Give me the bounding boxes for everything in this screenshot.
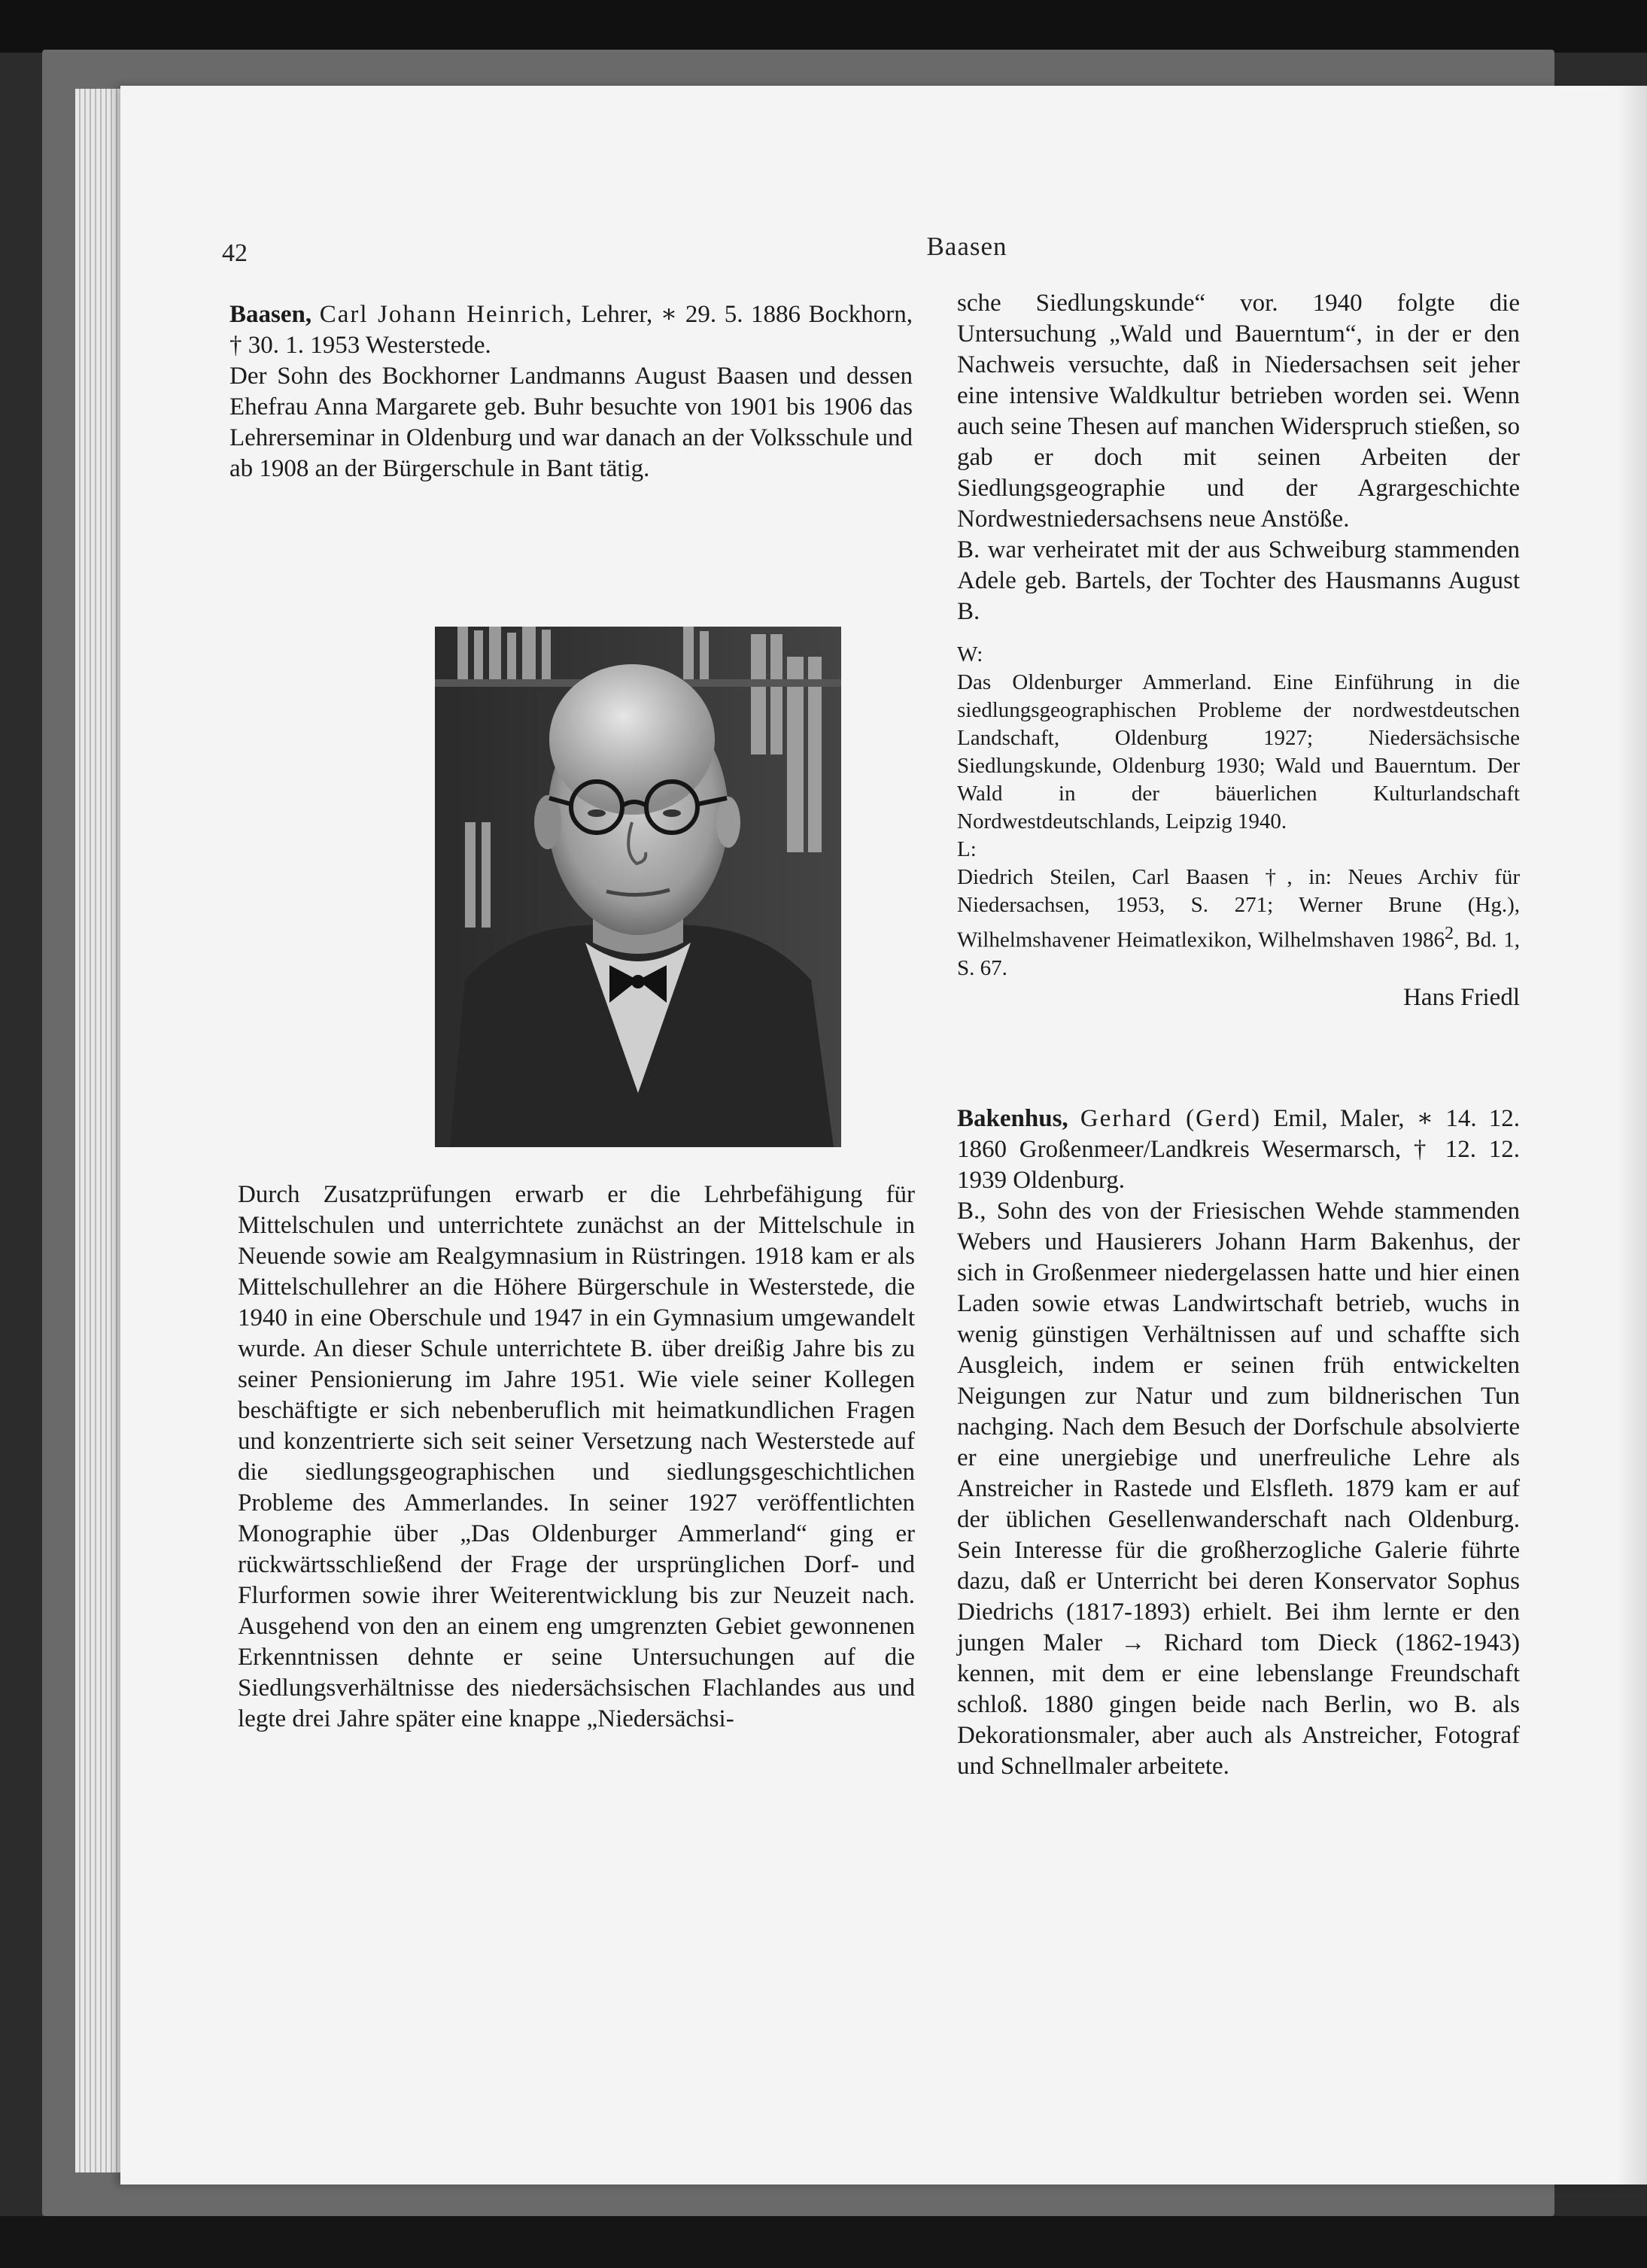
literature-list	[957, 864, 1520, 982]
entry-given-names: Carl Johann Heinrich,	[319, 301, 573, 328]
entry-name: Baasen,	[229, 301, 312, 328]
left-column-bottom	[238, 1180, 915, 1735]
scan-background-top	[0, 0, 1647, 53]
portrait-photo	[435, 627, 841, 1147]
entry-author: Hans Friedl	[1403, 983, 1520, 1011]
scan-background-bottom	[0, 2216, 1647, 2268]
entry-header-bakenhus	[957, 1104, 1520, 1196]
paragraph: sche Siedlungskunde“ vor. 1940 folgte die Untersuchung „Wald und Bauerntum“, in der er den Nachweis versuchte, daß in Niedersachsen seit jeher eine intensive Waldkultur betrieben worden sei. Wenn auch seine Thesen auf manchen Widerspruch stießen, so gab er doch mit seinen Arbeiten der Siedlungsgeographie und der Agrargeschichte Nordwestniedersachsens neue Anstöße.	[957, 290, 1520, 533]
portrait-illustration	[435, 627, 841, 1147]
literature-text: Diedrich Steilen, Carl Baasen †, in: Neues Archiv für Niedersachsen, 1953, S. 271; Werner Brune (Hg.), Wilhelmshavener Heimatlexikon, Wilhelmshaven 1986	[957, 865, 1520, 952]
spine-shadow	[1617, 86, 1647, 2185]
works-list: Das Oldenburger Ammerland. Eine Einführung in die siedlungsgeographischen Probleme der nordwestdeutschen Landschaft, Oldenburg 1927; Niedersächsische Siedlungskunde, Oldenburg 1930; Wald und Bauerntum. Der Wald in der bäuerlichen Kulturlandschaft Nordwestdeutschlands, Leipzig 1940.	[957, 670, 1520, 833]
works-label: W:	[957, 642, 983, 666]
entry-header-rest: Lehrer, ∗ 29. 5. 1886 Bockhorn, † 30. 1. 1953 Westerstede.	[229, 301, 913, 359]
entry-name: Bakenhus,	[957, 1104, 1068, 1132]
paragraph: Der Sohn des Bockhorner Landmanns August Baasen und dessen Ehefrau Anna Margarete geb. Buhr besuchte von 1901 bis 1906 das Lehrerseminar in Oldenburg und war danach an der Volksschule und ab 1908 an der Bürgerschule in Bant tätig.	[229, 363, 913, 482]
literature-text-end: , Bd. 1, S. 67.	[957, 928, 1521, 980]
running-head: Baasen	[926, 232, 1007, 261]
paragraph: Durch Zusatzprüfungen erwarb er die Lehrbefähigung für Mittelschulen und unterrichtete zunächst an der Mittelschule in Neuende sowie am Realgymnasium in Rüstringen. 1918 kam er als Mittelschullehrer an die Höhere Bürgerschule in Westerstede, die 1940 in eine Oberschule und 1947 in ein Gymnasium umgewandelt wurde. An dieser Schule unterrichtete B. über dreißig Jahre bis zu seiner Pensionierung im Jahre 1951. Wie viele seiner Kollegen beschäftigte er sich nebenberuflich mit heimatkundlichen Fragen und konzentrierte sich seit seiner Versetzung nach Westerstede auf die siedlungsgeographischen und siedlungsgeschichtlichen Probleme des Ammerlandes. In seiner 1927 veröffentlichten Monographie über „Das Oldenburger Ammerland“ ging er rückwärtsschließend der Frage der ursprünglichen Dorf- und Flurformen sowie ihrer Weiterentwicklung bis zur Neuzeit nach. Ausgehend von den an einem eng umgrenzten Gebiet gewonnenen Erkenntnissen dehnte er seine Untersuchungen auf die Siedlungsverhältnisse des niedersächsischen Flachlandes aus und legte drei Jahre später eine knappe „Niedersächsi-	[238, 1181, 915, 1732]
paragraph: B. war verheiratet mit der aus Schweiburg stammenden Adele geb. Bartels, der Tochter des Hausmanns August B.	[957, 536, 1520, 625]
paragraph: B., Sohn des von der Friesischen Wehde stammenden Webers und Hausierers Johann Harm Bakenhus, der sich in Großenmeer niedergelassen hatte und hier einen Laden sowie etwas Landwirtschaft betrieb, wuchs in wenig günstigen Verhältnissen auf und schaffte sich Ausgleich, indem er seinen früh entwickelten Neigungen zur Natur und zum bildnerischen Tun nachging. Nach dem Besuch der Dorfschule absolvierte er eine unergiebige und unerfreuliche Lehre als Anstreicher in Rastede und Elsfleth. 1879 kam er auf der üblichen Gesellenwanderschaft nach Oldenburg. Sein Interesse für die großherzogliche Galerie führte dazu, daß er Unterricht bei deren Konservator Sophus Diedrichs (1817-1893) erhielt. Bei ihm lernte er den jungen Maler → Richard tom Dieck (1862-1943) kennen, mit dem er eine lebenslange Freundschaft schloß. 1880 gingen beide nach Berlin, wo B. als Dekorationsmaler, aber auch als Anstreicher, Fotograf und Schnellmaler arbeitete.	[957, 1197, 1520, 1780]
entry-header-baasen	[229, 299, 913, 361]
page-number: 42	[222, 239, 248, 267]
entry-given-names: Gerhard (Gerd)	[1080, 1104, 1262, 1132]
entry-header-rest: Emil, Maler, ∗ 14. 12. 1860 Großenmeer/Landkreis Wesermarsch, † 12. 12. 1939 Oldenburg.	[957, 1104, 1520, 1194]
left-column-top	[229, 299, 913, 484]
literature-label: L:	[957, 837, 977, 861]
edition-superscript: 2	[1445, 923, 1454, 943]
right-column	[957, 288, 1520, 1782]
spacer	[957, 1013, 1520, 1104]
spacer	[957, 627, 1520, 641]
